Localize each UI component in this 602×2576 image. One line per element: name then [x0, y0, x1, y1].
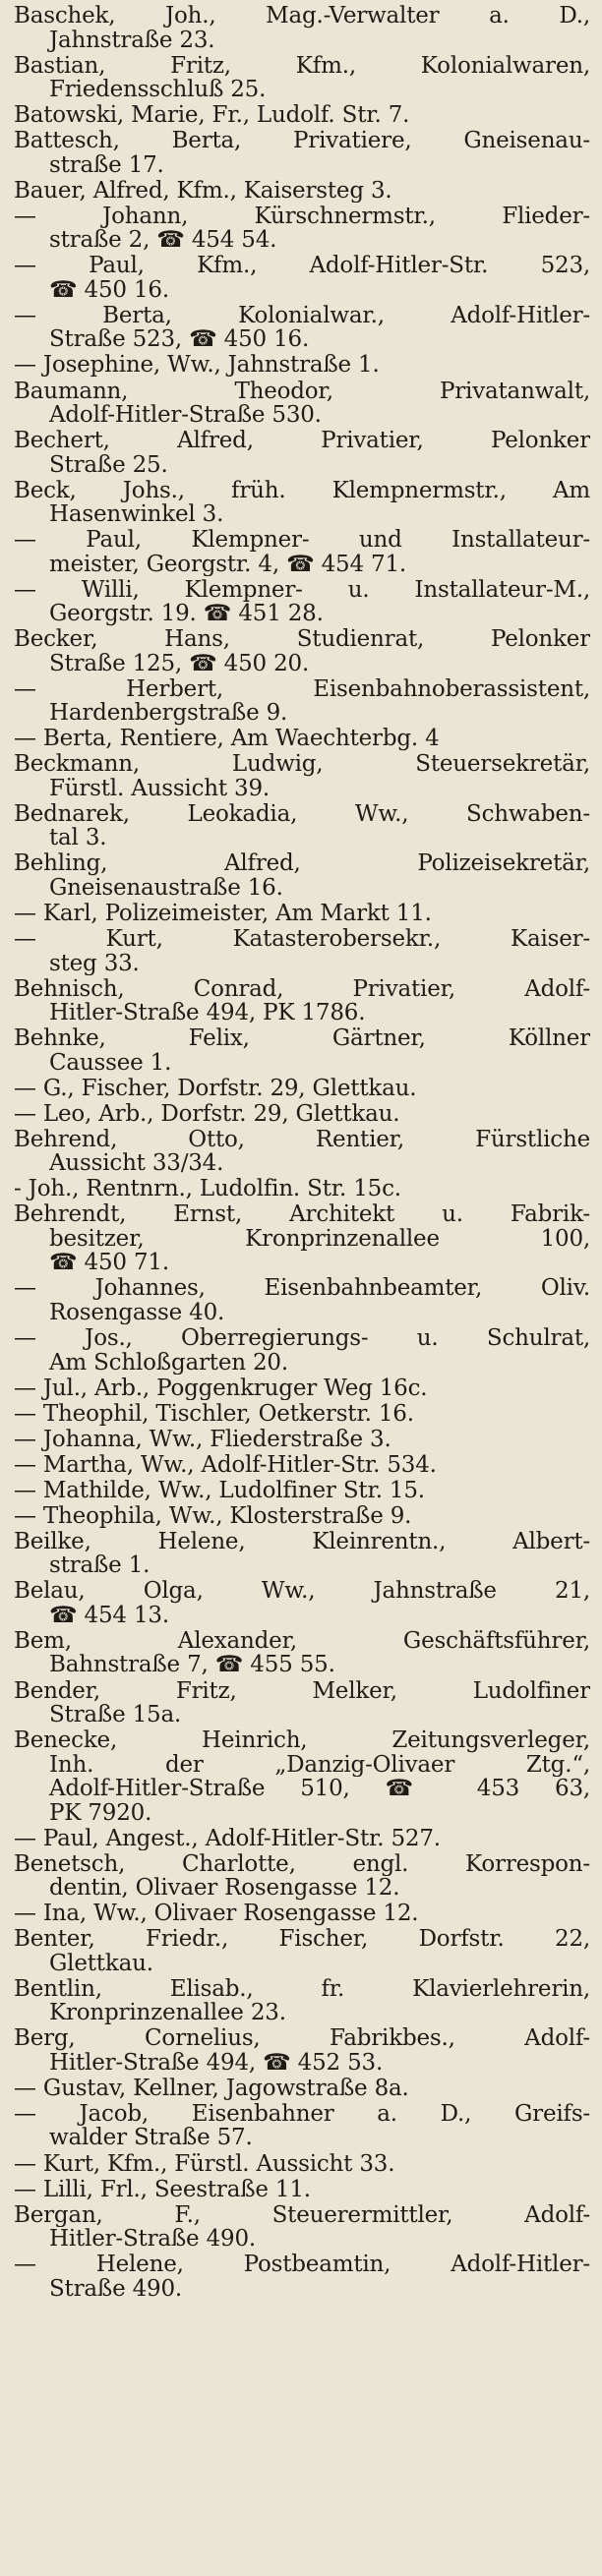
directory-entry	[14, 1927, 590, 1975]
directory-entry	[14, 1077, 590, 1101]
entry-continuation-line: Am Schloßgarten 20.	[49, 1350, 288, 1375]
entry-continuation-line: PK 7920.	[49, 1800, 152, 1825]
entry-line: — Paul, Kfm., Adolf-Hitler-Str. 523,	[14, 254, 590, 278]
directory-entry	[14, 528, 590, 576]
entry-line: Belau, Olga, Ww., Jahnstraße 21,	[14, 1579, 590, 1604]
entry-line: Bauer, Alfred, Kfm., Kaisersteg 3.	[14, 178, 392, 204]
directory-entry	[14, 2152, 590, 2177]
directory-entry	[14, 927, 590, 975]
entry-continuation-line: ☎ 450 71.	[49, 1251, 169, 1275]
entry-line: — Lilli, Frl., Seestraße 11.	[14, 2177, 311, 2201]
entry-line: — Gustav, Kellner, Jagowstraße 8a.	[14, 2076, 409, 2101]
directory-entry	[14, 1827, 590, 1851]
directory-entry	[14, 2178, 590, 2202]
entry-line: — G., Fischer, Dorfstr. 29, Glettkau.	[14, 1076, 417, 1101]
directory-entry	[14, 1679, 590, 1727]
entry-continuation-line: Rosengasse 40.	[49, 1300, 225, 1325]
directory-entry	[14, 2203, 590, 2252]
entry-line: Batowski, Marie, Fr., Ludolf. Str. 7.	[14, 103, 410, 128]
entry-continuation-line: Straße 125, ☎ 450 20.	[49, 651, 310, 676]
directory-entry	[14, 1128, 590, 1176]
directory-entry	[14, 179, 590, 204]
directory-entry	[14, 1629, 590, 1677]
directory-entry	[14, 1728, 590, 1825]
entry-continuation-line: Straße 25.	[49, 452, 168, 477]
entry-line: — Johannes, Eisenbahnbeamter, Oliv.	[14, 1276, 590, 1301]
entry-line: Bechert, Alfred, Privatier, Pelonker	[14, 429, 590, 453]
entry-line: — Jos., Oberregierungs- u. Schulrat,	[14, 1326, 590, 1351]
entry-continuation-line: Jahnstraße 23.	[49, 28, 215, 52]
entry-continuation-line: Fürstl. Aussicht 39.	[49, 776, 271, 801]
entry-line: — Theophila, Ww., Klosterstraße 9.	[14, 1503, 412, 1529]
entry-line: Behrendt, Ernst, Architekt u. Fabrik-	[14, 1202, 590, 1227]
entry-continuation-line: Gneisenaustraße 16.	[49, 875, 283, 901]
entry-continuation-line: Straße 15a.	[49, 1703, 182, 1727]
entry-line: Bender, Fritz, Melker, Ludolfiner	[14, 1678, 590, 1703]
directory-entry	[14, 103, 590, 128]
entry-line: — Willi, Klempner- u. Installateur-M.,	[14, 577, 590, 603]
entry-line: Bentlin, Elisab., fr. Klavierlehrerin,	[14, 1976, 590, 2002]
directory-entry	[14, 1326, 590, 1375]
entry-continuation-line: Inh. der „Danzig-Olivaer Ztg.“,	[49, 1752, 590, 1777]
entry-line: — Theophil, Tischler, Oetkerstr. 16.	[14, 1401, 414, 1427]
directory-entry	[14, 54, 590, 102]
entry-line: — Kurt, Kfm., Fürstl. Aussicht 33.	[14, 2151, 395, 2176]
directory-entry	[14, 1977, 590, 2025]
directory-entry	[14, 1453, 590, 1478]
directory-entry	[14, 2077, 590, 2101]
entry-line: Beckmann, Ludwig, Steuersekretär,	[14, 752, 590, 777]
entry-continuation-line: Straße 490.	[49, 2276, 183, 2302]
entry-line: Behling, Alfred, Polizeisekretär,	[14, 851, 590, 876]
directory-entry	[14, 1852, 590, 1901]
entry-line: — Leo, Arb., Dorfstr. 29, Glettkau.	[14, 1101, 400, 1127]
entry-line: Baumann, Theodor, Privatanwalt,	[14, 379, 590, 403]
entry-continuation-line: straße 1.	[49, 1553, 150, 1578]
directory-entry	[14, 1376, 590, 1401]
entry-line: — Jacob, Eisenbahner a. D., Greifs-	[14, 2101, 590, 2127]
entry-line: — Ina, Ww., Olivaer Rosengasse 12.	[14, 1902, 419, 1926]
directory-entry	[14, 429, 590, 477]
directory-entry	[14, 2102, 590, 2150]
directory-entry	[14, 1102, 590, 1127]
directory-entry	[14, 1902, 590, 1926]
directory-entry	[14, 851, 590, 900]
entry-line: Beck, Johs., früh. Klempnermstr., Am	[14, 478, 590, 503]
directory-entry	[14, 4, 590, 52]
entry-line: Behnisch, Conrad, Privatier, Adolf-	[14, 976, 590, 1002]
entry-line: — Johann, Kürschnermstr., Flieder-	[14, 204, 590, 229]
entry-line: Baschek, Joh., Mag.-Verwalter a. D.,	[14, 4, 590, 29]
entry-line: — Jul., Arb., Poggenkruger Weg 16c.	[14, 1376, 428, 1400]
directory-entry	[14, 1026, 590, 1075]
entry-continuation-line: Bahnstraße 7, ☎ 455 55.	[49, 1653, 335, 1677]
directory-entry	[14, 2026, 590, 2075]
entry-line: — Herbert, Eisenbahnoberassistent,	[14, 676, 590, 702]
entry-continuation-line: Hitler-Straße 494, PK 1786.	[49, 1001, 366, 1025]
entry-continuation-line: dentin, Olivaer Rosengasse 12.	[49, 1876, 400, 1901]
entry-line: — Karl, Polizeimeister, Am Markt 11.	[14, 902, 432, 926]
entry-continuation-line: straße 17.	[49, 152, 164, 178]
directory-entry	[14, 304, 590, 352]
directory-entry	[14, 578, 590, 626]
directory-entry	[14, 254, 590, 302]
entry-line: Benetsch, Charlotte, engl. Korrespon-	[14, 1851, 590, 1877]
entry-line: Bednarek, Leokadia, Ww., Schwaben-	[14, 801, 590, 827]
entry-line: Bergan, F., Steuerermittler, Adolf-	[14, 2202, 590, 2228]
directory-entry	[14, 129, 590, 177]
directory-entry	[14, 380, 590, 428]
entry-line: — Kurt, Katasterobersekr., Kaiser-	[14, 927, 590, 952]
directory-entry	[14, 802, 590, 850]
entry-continuation-line: Hasenwinkel 3.	[49, 502, 224, 527]
entry-line: — Paul, Klempner- und Installateur-	[14, 528, 590, 553]
directory-entry	[14, 627, 590, 675]
entry-continuation-line: straße 2, ☎ 454 54.	[49, 228, 277, 253]
entry-line: Berg, Cornelius, Fabrikbes., Adolf-	[14, 2026, 590, 2051]
entry-continuation-line: Caussee 1.	[49, 1050, 172, 1076]
entry-continuation-line: Kronprinzenallee 23.	[49, 2001, 286, 2025]
directory-entry	[14, 752, 590, 800]
directory-entry	[14, 977, 590, 1025]
entry-continuation-line: steg 33.	[49, 951, 140, 975]
entry-line: — Josephine, Ww., Jahnstraße 1.	[14, 353, 380, 378]
entry-line: — Paul, Angest., Adolf-Hitler-Str. 527.	[14, 1826, 441, 1851]
directory-entry	[14, 1479, 590, 1503]
entry-continuation-line: walder Straße 57.	[49, 2126, 253, 2150]
directory-entry	[14, 1276, 590, 1324]
directory-entry	[14, 2253, 590, 2301]
entry-continuation-line: tal 3.	[49, 826, 107, 850]
entry-line: Becker, Hans, Studienrat, Pelonker	[14, 627, 590, 652]
directory-entry	[14, 1504, 590, 1529]
entry-continuation-line: Adolf-Hitler-Straße 530.	[49, 403, 322, 428]
entry-continuation-line: ☎ 454 13.	[49, 1603, 169, 1628]
directory-entry	[14, 479, 590, 527]
directory-entry	[14, 1530, 590, 1578]
entry-continuation-line: Straße 523, ☎ 450 16.	[49, 327, 310, 352]
entry-continuation-line: ☎ 450 16.	[49, 277, 169, 303]
entry-continuation-line: Hardenbergstraße 9.	[49, 701, 288, 726]
directory-entry	[14, 205, 590, 253]
entry-line: — Johanna, Ww., Fliederstraße 3.	[14, 1427, 391, 1452]
entry-line: Bem, Alexander, Geschäftsführer,	[14, 1628, 590, 1654]
entry-continuation-line: besitzer, Kronprinzenallee 100,	[49, 1226, 590, 1252]
entry-continuation-line: Hitler-Straße 494, ☎ 452 53.	[49, 2050, 384, 2076]
directory-entry	[14, 902, 590, 926]
entry-line: Battesch, Berta, Privatiere, Gneisenau-	[14, 129, 590, 153]
entry-continuation-line: Friedensschluß 25.	[49, 78, 267, 102]
entry-line: Behnke, Felix, Gärtner, Köllner	[14, 1026, 590, 1051]
entry-line: — Helene, Postbeamtin, Adolf-Hitler-	[14, 2253, 590, 2277]
entry-line: — Martha, Ww., Adolf-Hitler-Str. 534.	[14, 1452, 437, 1478]
directory-entry	[14, 1428, 590, 1452]
entry-line: — Berta, Kolonialwar., Adolf-Hitler-	[14, 303, 590, 328]
entry-line: Benter, Friedr., Fischer, Dorfstr. 22,	[14, 1927, 590, 1952]
entry-line: Bastian, Fritz, Kfm., Kolonialwaren,	[14, 53, 590, 78]
directory-entry	[14, 353, 590, 378]
entry-line: — Mathilde, Ww., Ludolfiner Str. 15.	[14, 1478, 425, 1503]
entry-continuation-line: Aussicht 33/34.	[49, 1151, 224, 1176]
entry-continuation-line: Glettkau.	[49, 1951, 153, 1976]
entry-line: - Joh., Rentnrn., Ludolfin. Str. 15c.	[14, 1177, 401, 1201]
entry-line: Behrend, Otto, Rentier, Fürstliche	[14, 1127, 590, 1152]
directory-entry	[14, 1177, 590, 1201]
directory-entry	[14, 727, 590, 751]
entry-continuation-line: Adolf-Hitler-Straße 510, ☎ 453 63,	[49, 1777, 590, 1801]
entry-continuation-line: meister, Georgstr. 4, ☎ 454 71.	[49, 552, 407, 577]
directory-entry	[14, 1202, 590, 1275]
directory-entry	[14, 1579, 590, 1627]
entry-continuation-line: Georgstr. 19. ☎ 451 28.	[49, 602, 324, 626]
entry-continuation-line: Hitler-Straße 490.	[49, 2227, 256, 2252]
directory-entry	[14, 677, 590, 726]
entry-line: Beilke, Helene, Kleinrentn., Albert-	[14, 1529, 590, 1554]
entry-line: — Berta, Rentiere, Am Waechterbg. 4	[14, 727, 440, 751]
entry-line: Benecke, Heinrich, Zeitungsverleger,	[14, 1728, 590, 1753]
directory-entry	[14, 1402, 590, 1427]
